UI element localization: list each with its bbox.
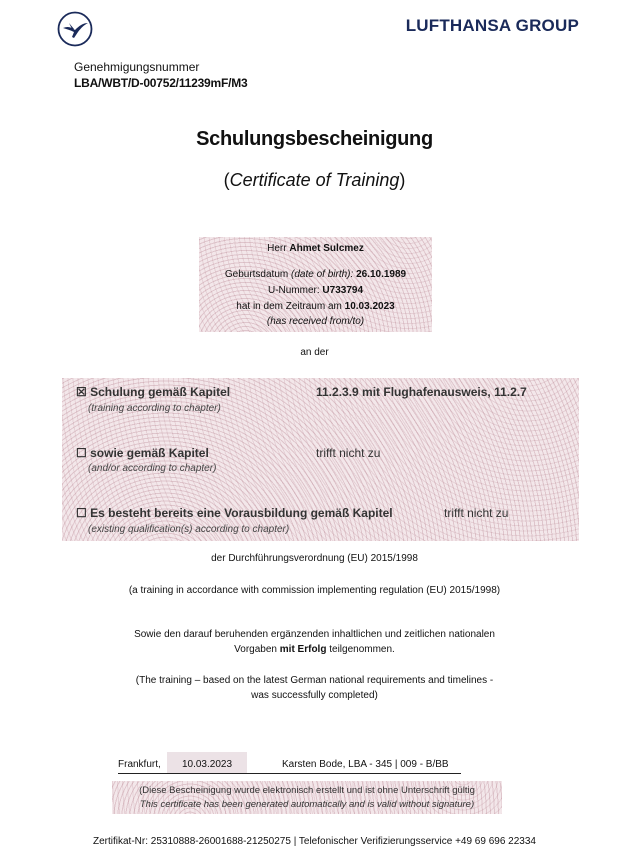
chapter-row-1-value: 11.2.3.9 mit Flughafenausweis, 11.2.7 — [316, 385, 527, 399]
footer-certificate-number: Zertifikat-Nr: 25310888-26001688-21250275 | Telefonischer Verifizierungsservice +49 69 696 22334 — [93, 836, 536, 847]
certificate-subtitle: (Certificate of Training) — [223, 170, 406, 190]
approval-number: LBA/WBT/D-00752/11239mF/M3 — [74, 76, 248, 90]
checkbox-unchecked-icon: ☐ — [76, 446, 87, 460]
person-name: Ahmet Sulcmez — [289, 243, 364, 254]
chapter-row-2-value: trifft nicht zu — [316, 446, 381, 460]
chapter-row-3-value: trifft nicht zu — [444, 506, 509, 520]
certificate-title: Schulungsbescheinigung — [196, 128, 433, 150]
birth-date: 26.10.1989 — [356, 269, 407, 280]
checkbox-unchecked-icon: ☐ — [76, 506, 87, 520]
chapter-row-1: ☒ Schulung gemäß Kapitel — [76, 385, 231, 399]
electronic-note-en: This certificate has been generated automatically and is valid without signature) — [139, 799, 475, 810]
regulation-text-en: (a training in accordance with commission implementing regulation (EU) 2015/1998) — [128, 585, 501, 596]
person-name-line: Herr Ahmet Sulcmez — [267, 243, 364, 254]
lufthansa-crane-icon — [57, 11, 93, 47]
checkbox-checked-icon: ☒ — [76, 385, 87, 399]
birth-date-line: Geburtsdatum (date of birth): 26.10.1989 — [224, 269, 407, 280]
chapter-row-3-sub: (existing qualification(s) according to chapter) — [88, 524, 290, 535]
person-info-box — [199, 237, 432, 332]
national-text-line-1: Sowie den darauf beruhenden ergänzenden inhaltlichen und zeitlichen nationalen — [134, 629, 495, 640]
electronic-note-box — [112, 781, 502, 814]
issue-place: Frankfurt, — [118, 759, 161, 770]
electronic-note-de: (Diese Bescheinigung wurde elektronisch erstellt und ist ohne Unterschrift gültig — [139, 785, 475, 796]
an-der-text: an der — [300, 347, 329, 358]
signer-name: Karsten Bode, LBA - 345 | 009 - B/BB — [282, 759, 449, 770]
u-number-line: U-Nummer: U733794 — [267, 285, 364, 296]
chapters-box — [62, 378, 579, 541]
national-text-line-2: Vorgaben mit Erfolg teilgenommen. — [234, 644, 395, 655]
signature-line — [118, 773, 461, 774]
chapter-row-2-sub: (and/or according to chapter) — [88, 463, 217, 474]
issue-date: 10.03.2023 — [181, 759, 233, 770]
chapter-row-3: ☐ Es besteht bereits eine Vorausbildung gemäß Kapitel — [76, 506, 393, 520]
national-text-en-line-2: was successfully completed) — [251, 690, 378, 701]
period-line: hat in dem Zeitraum am 10.03.2023 — [236, 301, 395, 312]
period-line-en: (has received from/to) — [266, 316, 365, 327]
national-text-en-line-1: (The training – based on the latest German national requirements and timelines - — [135, 675, 494, 686]
approval-label: Genehmigungsnummer — [74, 60, 200, 74]
chapter-row-1-sub: (training according to chapter) — [88, 403, 221, 414]
u-number: U733794 — [322, 285, 364, 296]
regulation-text: der Durchführungsverordnung (EU) 2015/1998 — [211, 553, 418, 564]
period-date: 10.03.2023 — [344, 301, 395, 312]
brand-name: LUFTHANSA GROUP — [405, 16, 579, 35]
issue-date-field — [167, 752, 247, 774]
chapter-row-2: ☐ sowie gemäß Kapitel — [76, 446, 209, 460]
